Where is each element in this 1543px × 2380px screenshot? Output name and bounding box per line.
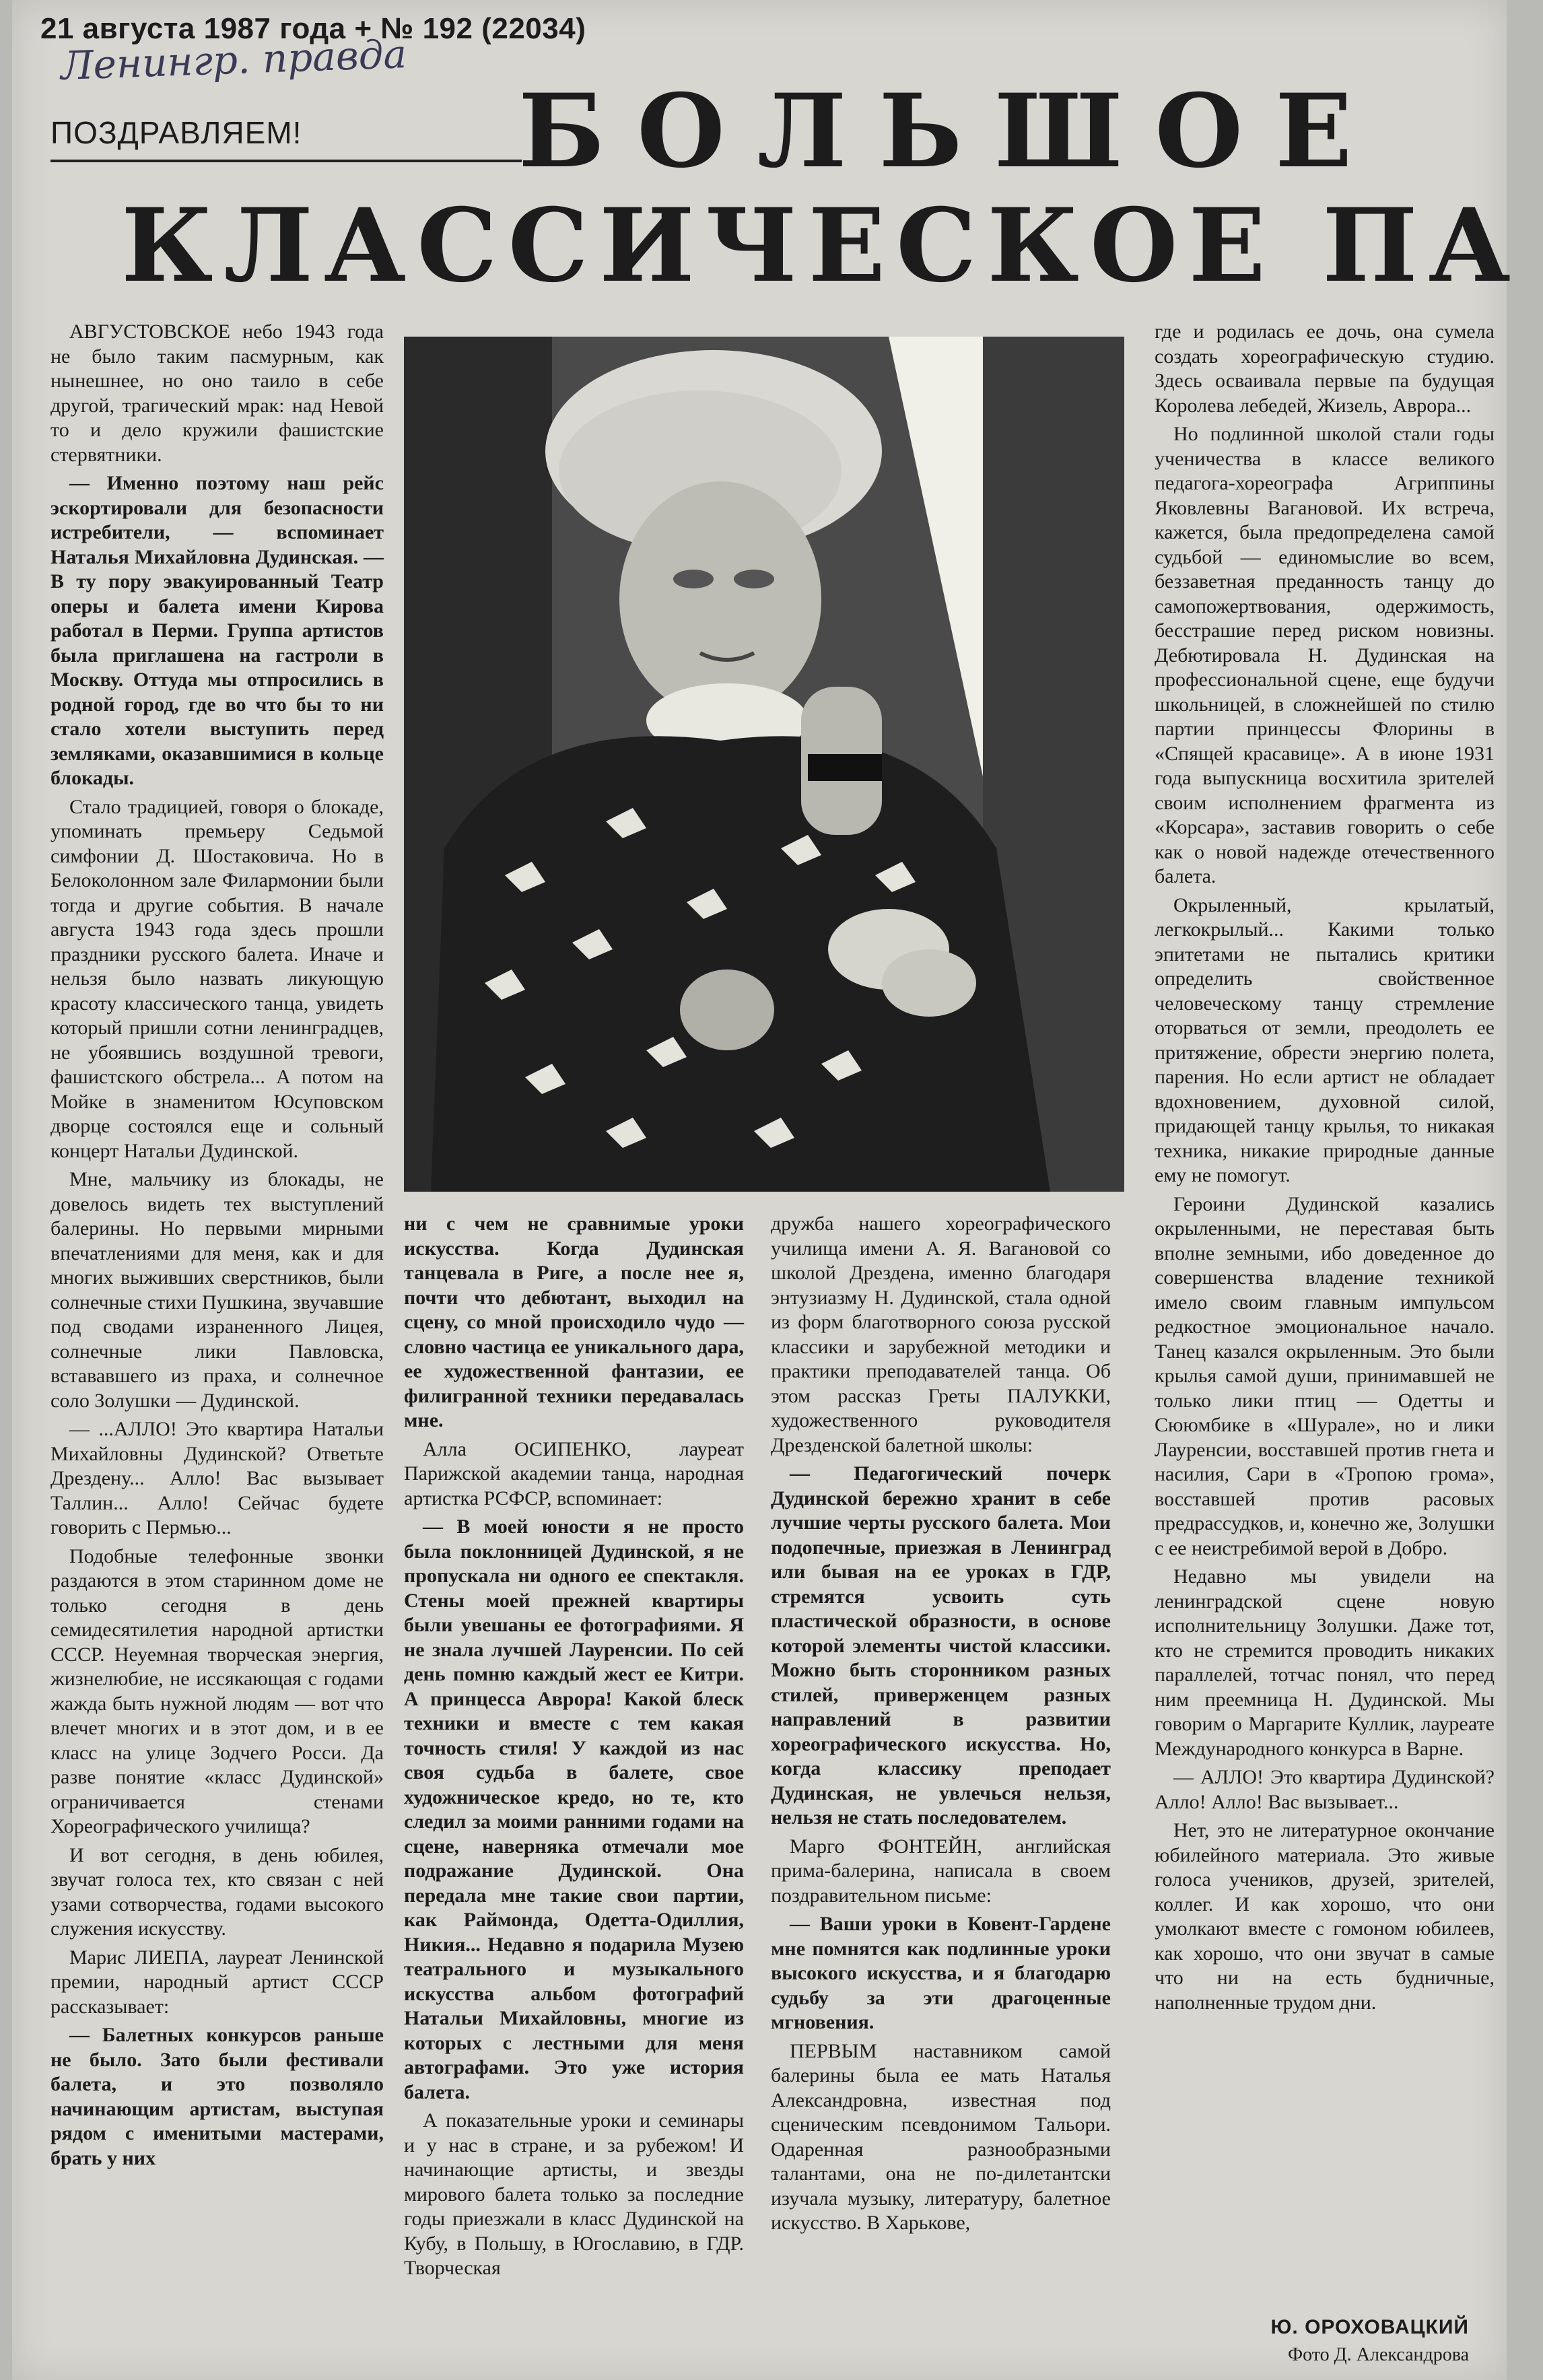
article-paragraph: Стало традицией, говоря о блокаде, упоминать премьеру Седьмой симфонии Д. Шостаковича. Но в Белоколонном зале Филармонии были тогда и другие события. В начале августа 1943 года здесь прошли праздники русского балета. Иначе и нельзя было назвать ликующую красоту классического танца, увидеть который пришли сотни ленинградцев, не убоявшись воздушной тревоги, фашистского обстрела... А потом на Мойке в знаменитом Юсуповском дворце состоялся еще и сольный концерт Натальи Дудинской. xyxy=(50,795,384,1162)
article-paragraph: ПЕРВЫМ наставником самой балерины была ее мать Наталья Александровна, известная под сценическим псевдонимом Тальори. Одаренная разнообразными талантами, она не по-дилетантски изучала музыку, литературу, балетное искусство. В Харькове, xyxy=(771,2039,1111,2234)
article-paragraph: Подобные телефонные звонки раздаются в этом старинном доме не только сегодня в день семидесятилетия народной артистки СССР. Неуемная творческая энергия, жизнелюбие, не иссякающая с годами жажда быть нужной людям — вот что влечет многих и в этот дом, и в ее класс на улице Зодчего Росси. Да разве понятие «класс Дудинской» ограничивается стенами Хореографического училища? xyxy=(50,1544,384,1837)
article-paragraph: Недавно мы увидели на ленинградской сцене новую исполнительницу Золушки. Даже тот, кто не стремится проводить никаких параллелей, тотчас понял, что перед ним преемница Н. Дудинской. Мы говорим о Маргарите Куллик, лауреате Международного конкурса в Варне. xyxy=(1155,1565,1495,1760)
article-paragraph: АВГУСТОВСКОЕ небо 1943 года не было таким пасмурным, как нынешнее, но оно таило в себе другой, трагический мрак: над Невой то и дело кружили фашистские стервятники. xyxy=(50,320,384,466)
article-column-3 xyxy=(771,1212,1111,2240)
portrait-photo xyxy=(404,337,1124,1192)
rubric-divider xyxy=(50,160,522,162)
photo-credit: Фото Д. Александрова xyxy=(1288,2344,1469,2365)
article-paragraph: — В моей юности я не просто была поклонницей Дудинской, я не пропускала ни одного ее спектакля. Стены моей прежней квартиры были увешаны ее фотографиями. Я не знала лучшей Лауренсии. По сей день помню каждый жест ее Китри. А принцесса Аврора! Какой блеск техники и вместе с тем какая точность стиля! У каждой из нас своя судьба в балете, свое художническое кредо, но те, кто следил за моими ранними годами на сцене, наверняка отмечали мое подражание Дудинской. Она передала мне такие свои партии, как Раймонда, Одетта-Одиллия, Никия... Недавно я подарила Музею театрального и музыкального искусства альбом фотографий Натальи Михайловны, многие из которых с лестными для меня автографами. Это уже история балета. xyxy=(404,1516,744,2103)
article-paragraph: Мне, мальчику из блокады, не довелось видеть тех выступлений балерины. Но первыми мирными впечатлениями для меня, как и для многих выживших сверстников, были солнечные стихи Пушкина, звучавшие под сводами израненного Лицея, солнечные лики Павловска, встававшего из праха, и солнечное соло Золушки — Дудинской. xyxy=(50,1168,384,1412)
article-paragraph: Но подлинной школой стали годы ученичества в классе великого педагога-хореографа Агриппины Яковлевны Вагановой. Их встреча, кажется, была предопределена самой судьбой — единомыслие во всем, беззаветная преданность танцу до самопожертвования, одержимость, бесстрашие перед риском новизны. Дебютировала Н. Дудинская на профессиональной сцене, еще будучи школьницей, в сложнейшей по стилю партии принцессы Флорины в «Спящей красавице». А в июне 1931 года выпускница восхитила зрителей своим исполнением фрагмента из «Корсара», заставив говорить о себе как о новой надежде отечественного балета. xyxy=(1155,423,1495,887)
article-paragraph: Алла ОСИПЕНКО, лауреат Парижской академии танца, народная артистка РСФСР, вспоминает: xyxy=(404,1437,744,1509)
article-column-2 xyxy=(404,1212,744,2285)
article-paragraph: — Именно поэтому наш рейс эскортировали для безопасности истребители, — вспоминает Наталья Михайловна Дудинская. — В ту пору эвакуированный Театр оперы и балета имени Кирова работал в Перми. Группа артистов была приглашена на гастроли в Москву. Оттуда мы отпросились в родной город, где во что бы то ни стало хотели выступить перед земляками, оказавшимися в кольце блокады. xyxy=(50,472,384,789)
portrait-illustration xyxy=(404,337,1124,1192)
article-paragraph: где и родилась ее дочь, она сумела создать хореографическую студию. Здесь осваивала первые па будущая Королева лебедей, Жизель, Аврора... xyxy=(1155,320,1495,417)
article-paragraph: Окрыленный, крылатый, легкокрылый... Какими только эпитетами не пытались критики определить свойственное человеческому танцу стремление оторваться от земли, преодолеть ее притяжение, обрести энергию полета, парения. Но если артист не обладает вдохновением, духовной силой, придающей танцу крылья, то никакая техника, никакие природные данные ему не помогут. xyxy=(1155,893,1495,1186)
article-paragraph: И вот сегодня, в день юбилея, звучат голоса тех, кто связан с ней узами сотворчества, годами высокого служения искусству. xyxy=(50,1843,384,1940)
headline-line-2: КЛАССИЧЕСКОЕ ПА xyxy=(121,186,1521,305)
article-paragraph: ни с чем не сравнимые уроки искусства. Когда Дудинская танцевала в Риге, а после нее я, почти что дебютант, выходил на сцену, со мной происходило чудо — словно частица ее уникального дара, ее художественной фантазии, ее филигранной техники передавалась мне. xyxy=(404,1213,744,1431)
article-paragraph: Нет, это не литературное окончание юбилейного материала. Это живые голоса учеников, друзей, зрителей, коллег. И как хорошо, что они умолкают вместе с гомоном юбилеев, как хорошо, что они звучат в самые что ни на есть будничные, наполненные трудом дни. xyxy=(1155,1819,1495,2014)
article-paragraph: — Балетных конкурсов раньше не было. Зато были фестивали балета, и это позволяло начинающим артистам, выступая рядом с именитыми мастерами, брать у них xyxy=(50,2024,384,2169)
article-paragraph: — АЛЛО! Это квартира Дудинской? Алло! Алло! Вас вызывает... xyxy=(1155,1766,1495,1813)
article-paragraph: дружба нашего хореографического училища имени А. Я. Вагановой со школой Дрездена, именно благодаря энтузиазму Н. Дудинской, стала одной из форм благотворного союза русской классики и зарубежной методики и практики преподавателей танца. Об этом рассказ Греты ПАЛУККИ, художественного руководителя Дрезденской балетной школы: xyxy=(771,1213,1111,1456)
article-paragraph: Марис ЛИЕПА, лауреат Ленинской премии, народный артист СССР рассказывает: xyxy=(50,1946,384,2018)
article-paragraph: Марго ФОНТЕЙН, английская прима-балерина, написала в своем поздравительном письме: xyxy=(771,1835,1111,1907)
article-column-1 xyxy=(50,320,384,2175)
article-column-4 xyxy=(1155,320,1495,2019)
author-signature: Ю. ОРОХОВАЦКИЙ xyxy=(1270,2316,1469,2338)
headline-line-1: БОЛЬШОЕ xyxy=(518,72,1385,191)
handwritten-source-note: Ленингр. правда xyxy=(59,31,407,89)
issue-dateline: 21 августа 1987 года + № 192 (22034) xyxy=(40,12,586,45)
article-paragraph: — Педагогический почерк Дудинской бережно хранит в себе лучшие черты русского балета. Мои подопечные, приезжая в Ленинград или бывая на ее уроках в ГДР, стремятся усвоить суть пластической образности, в основе которой элементы чистой классики. Можно быть сторонником разных стилей, приверженцем разных направлений в развитии хореографического искусства. Но, когда классику преподает Дудинская, не увлечься нельзя, нельзя не стать последователем. xyxy=(771,1462,1111,1829)
section-rubric: ПОЗДРАВЛЯЕМ! xyxy=(50,115,302,150)
article-paragraph: — ...АЛЛО! Это квартира Натальи Михайловны Дудинской? Ответьте Дрездену... Алло! Вас вызывает Таллин... Алло! Сейчас будете говорить с Пермью... xyxy=(50,1418,384,1538)
article-paragraph: Героини Дудинской казались окрыленными, не переставая быть вполне земными, ибо доведенное до совершенства владение техникой имело своим главным импульсом редкостное эмоциональное начало. Танец казался окрыленным. Это были крылья самой души, принимавшей не только лики птиц — Одетты и Сююмбике в «Шурале», но и лики Лауренсии, восставшей против гнета и насилия, Сари в «Тропою грома», восставшей против расовых предрассудков, и, конечно же, Золушки с ее неистребимой верой в Добро. xyxy=(1155,1192,1495,1559)
article-paragraph: А показательные уроки и семинары и у нас в стране, и за рубежом! И начинающие артисты, и звезды мирового балета только за последние годы приезжали в класс Дудинской на Кубу, в Польшу, в Югославию, в ГДР. Творческая xyxy=(404,2109,744,2279)
article-paragraph: — Ваши уроки в Ковент-Гардене мне помнятся как подлинные уроки высокого искусства, и я благодарю судьбу за эти драгоценные мгновения. xyxy=(771,1913,1111,2033)
